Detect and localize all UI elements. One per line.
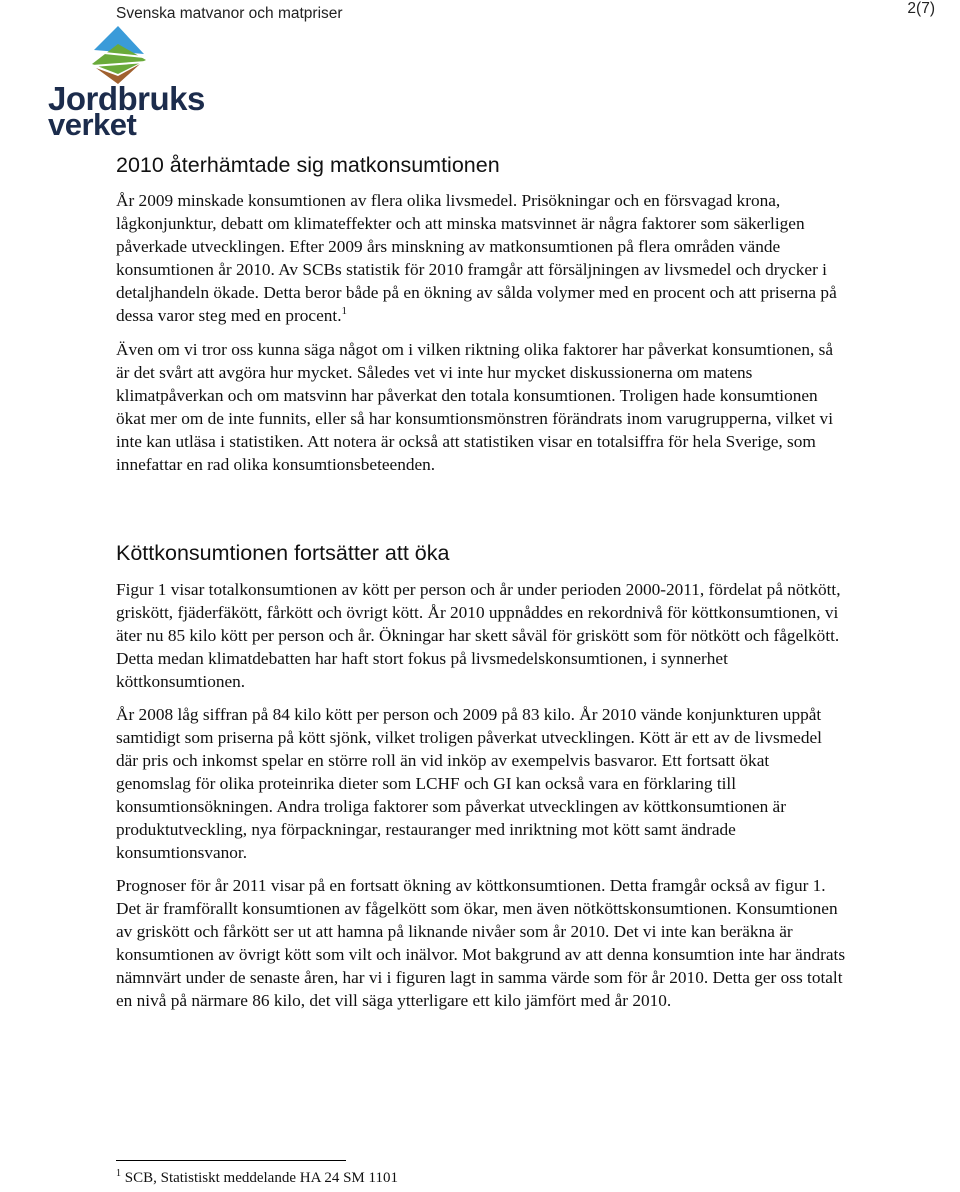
footnote-number: 1 — [116, 1168, 121, 1179]
jordbruksverket-logo — [48, 24, 205, 142]
footnote-text: SCB, Statistiskt meddelande HA 24 SM 1101 — [124, 1170, 398, 1186]
document-title: Svenska matvanor och matpriser — [116, 5, 343, 22]
paragraph-text: År 2009 minskade konsumtionen av flera olika livsmedel. Prisökningar och en försvagad krona, lågkonjunktur, debatt om klimateffekter och att minska matsvinnet är några faktorer som säkerligen påverkade utvecklingen. Efter 2009 års minskning av matkonsumtionen på flera områden vände konsumtionen år 2010. Av SCBs statistik för 2010 framgår att försäljningen av livsmedel och drycker i detaljhandeln ökade. Detta beror både på en ökning av sålda volymer med en procent och att priserna på dessa varor steg med en procent. — [116, 191, 837, 325]
logo-wordmark-line2: verket — [48, 107, 137, 142]
paragraph — [116, 189, 846, 327]
logo-mark-icon — [48, 24, 194, 84]
footnote-divider — [116, 1160, 346, 1161]
section-heading-1: 2010 återhämtade sig matkonsumtionen — [116, 153, 500, 177]
paragraph: Även om vi tror oss kunna säga något om i vilken riktning olika faktorer har påverkat konsumtionen, så är det svårt att avgöra hur mycket. Således vet vi inte hur mycket diskussionerna om matens klimatpåverkan och om matsvinn har påverkat den totala konsumtionen. Troligen hade konsumtionen ökat mer om de inte funnits, eller så har konsumtionsmönstren förändrats inom varugrupperna, vilket vi inte kan utläsa i statistiken. Att notera är också att statistiken visar en totalsiffra för hela Sverige, som innefattar en rad olika konsumtionsbeteenden. — [116, 340, 834, 474]
page-number: 2(7) — [907, 0, 935, 17]
paragraph: År 2008 låg siffran på 84 kilo kött per person och 2009 på 83 kilo. År 2010 vände konjunkturen uppåt samtidigt som priserna på kött sjönk, vilket troligen påverkat utvecklingen. Kött är ett av de livsmedel där pris och inkomst spelar en större roll än vid inköp av exempelvis basvaror. Ett fortsatt ökat genomslag för olika proteinrika dieter som LCHF och GI kan också vara en förklaring till konsumtionsökningen. Andra troliga faktorer som påverkat utvecklingen av köttkonsumtionen är produktutveckling, nya förpackningar, restauranger med inriktning mot kött samt ändrade konsumtionsvanor. — [116, 705, 822, 862]
footnote-ref[interactable]: 1 — [341, 305, 348, 317]
paragraph: Figur 1 visar totalkonsumtionen av kött per person och år under perioden 2000-2011, fördelat på nötkött, griskött, fjäderfäkött, fårkött och övrigt kött. År 2010 uppnåddes en rekordnivå för köttkonsumtionen, vi äter nu 85 kilo kött per person och år. Ökningar har skett såväl för griskött som för nötkött och fågelkött. Detta medan klimatdebatten har haft stort fokus på livsmedelskonsumtionen, i synnerhet köttkonsumtionen. — [116, 580, 841, 691]
section-heading-2: Köttkonsumtionen fortsätter att öka — [116, 541, 450, 565]
footnote — [116, 1168, 398, 1188]
paragraph: Prognoser för år 2011 visar på en fortsatt ökning av köttkonsumtionen. Detta framgår också av figur 1. Det är framförallt konsumtionen av fågelkött som ökar, men även nötköttskonsumtionen. Konsumtionen av griskött och fårkött ser ut att hamna på liknande nivåer som år 2010. Det vi inte kan beräkna är konsumtionen av övrigt kött som vilt och inälvor. Mot bakgrund av att denna konsumtion inte har ändrats nämnvärt under de senaste åren, har vi i figuren lagt in samma värde som för år 2010. Detta ger oss totalt en nivå på närmare 86 kilo, det vill säga ytterligare ett kilo jämfört med år 2010. — [116, 876, 846, 1010]
logo-wordmark-line1: Jordbruks — [48, 80, 205, 117]
